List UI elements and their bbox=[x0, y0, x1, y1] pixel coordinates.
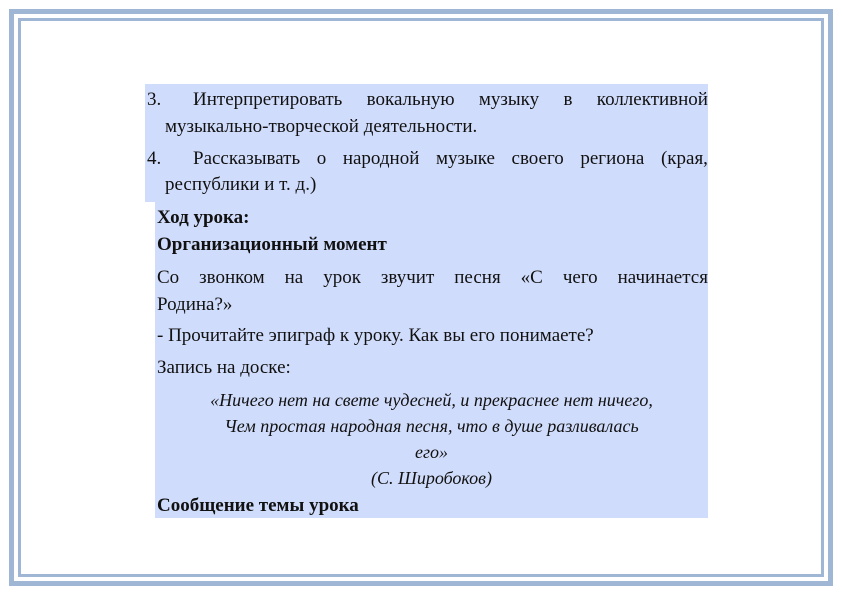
word: звучит bbox=[380, 267, 435, 288]
word: на bbox=[284, 267, 304, 288]
word: чего bbox=[562, 267, 598, 288]
epigraph-author: (С. Широбоков) bbox=[371, 468, 492, 488]
epigraph-line: Чем простая народная песня, что в душе разливалась bbox=[224, 416, 639, 436]
word: вокальную bbox=[366, 89, 455, 110]
objective-line-continued: музыкально-творческой деятельности. bbox=[165, 116, 478, 137]
word: музыке bbox=[435, 148, 495, 169]
epigraph-line: его» bbox=[414, 442, 448, 462]
word: своего bbox=[511, 148, 564, 169]
objective-line bbox=[193, 145, 708, 172]
section-heading-topic: Сообщение темы урока bbox=[157, 495, 359, 516]
word: «С bbox=[520, 267, 543, 288]
objective-number: 3. bbox=[147, 89, 162, 110]
word: коллективной bbox=[596, 89, 708, 110]
word: (края, bbox=[660, 148, 708, 169]
word: Рассказывать bbox=[193, 148, 301, 169]
word: урок bbox=[323, 267, 361, 288]
word: песня bbox=[454, 267, 501, 288]
word: Интерпретировать bbox=[193, 89, 343, 110]
word: музыку bbox=[478, 89, 540, 110]
word: начинается bbox=[617, 267, 708, 288]
lesson-heading: Ход урока: bbox=[157, 207, 250, 228]
section-heading-org: Организационный момент bbox=[157, 234, 387, 255]
word: Со bbox=[157, 267, 180, 288]
paragraph-line-continued: Родина?» bbox=[157, 294, 233, 315]
epigraph-line: «Ничего нет на свете чудесней, и прекраснее нет ничего, bbox=[210, 390, 653, 410]
paragraph-question: - Прочитайте эпиграф к уроку. Как вы его понимаете? bbox=[157, 325, 594, 346]
objective-number: 4. bbox=[147, 148, 162, 169]
word: о bbox=[316, 148, 327, 169]
paragraph-board-note: Запись на доске: bbox=[157, 357, 291, 378]
word: региона bbox=[580, 148, 645, 169]
word: звонком bbox=[199, 267, 265, 288]
objective-line-continued: республики и т. д.) bbox=[165, 174, 317, 195]
objective-line bbox=[193, 86, 708, 113]
word: в bbox=[563, 89, 573, 110]
paragraph-line bbox=[157, 264, 708, 291]
word: народной bbox=[342, 148, 420, 169]
